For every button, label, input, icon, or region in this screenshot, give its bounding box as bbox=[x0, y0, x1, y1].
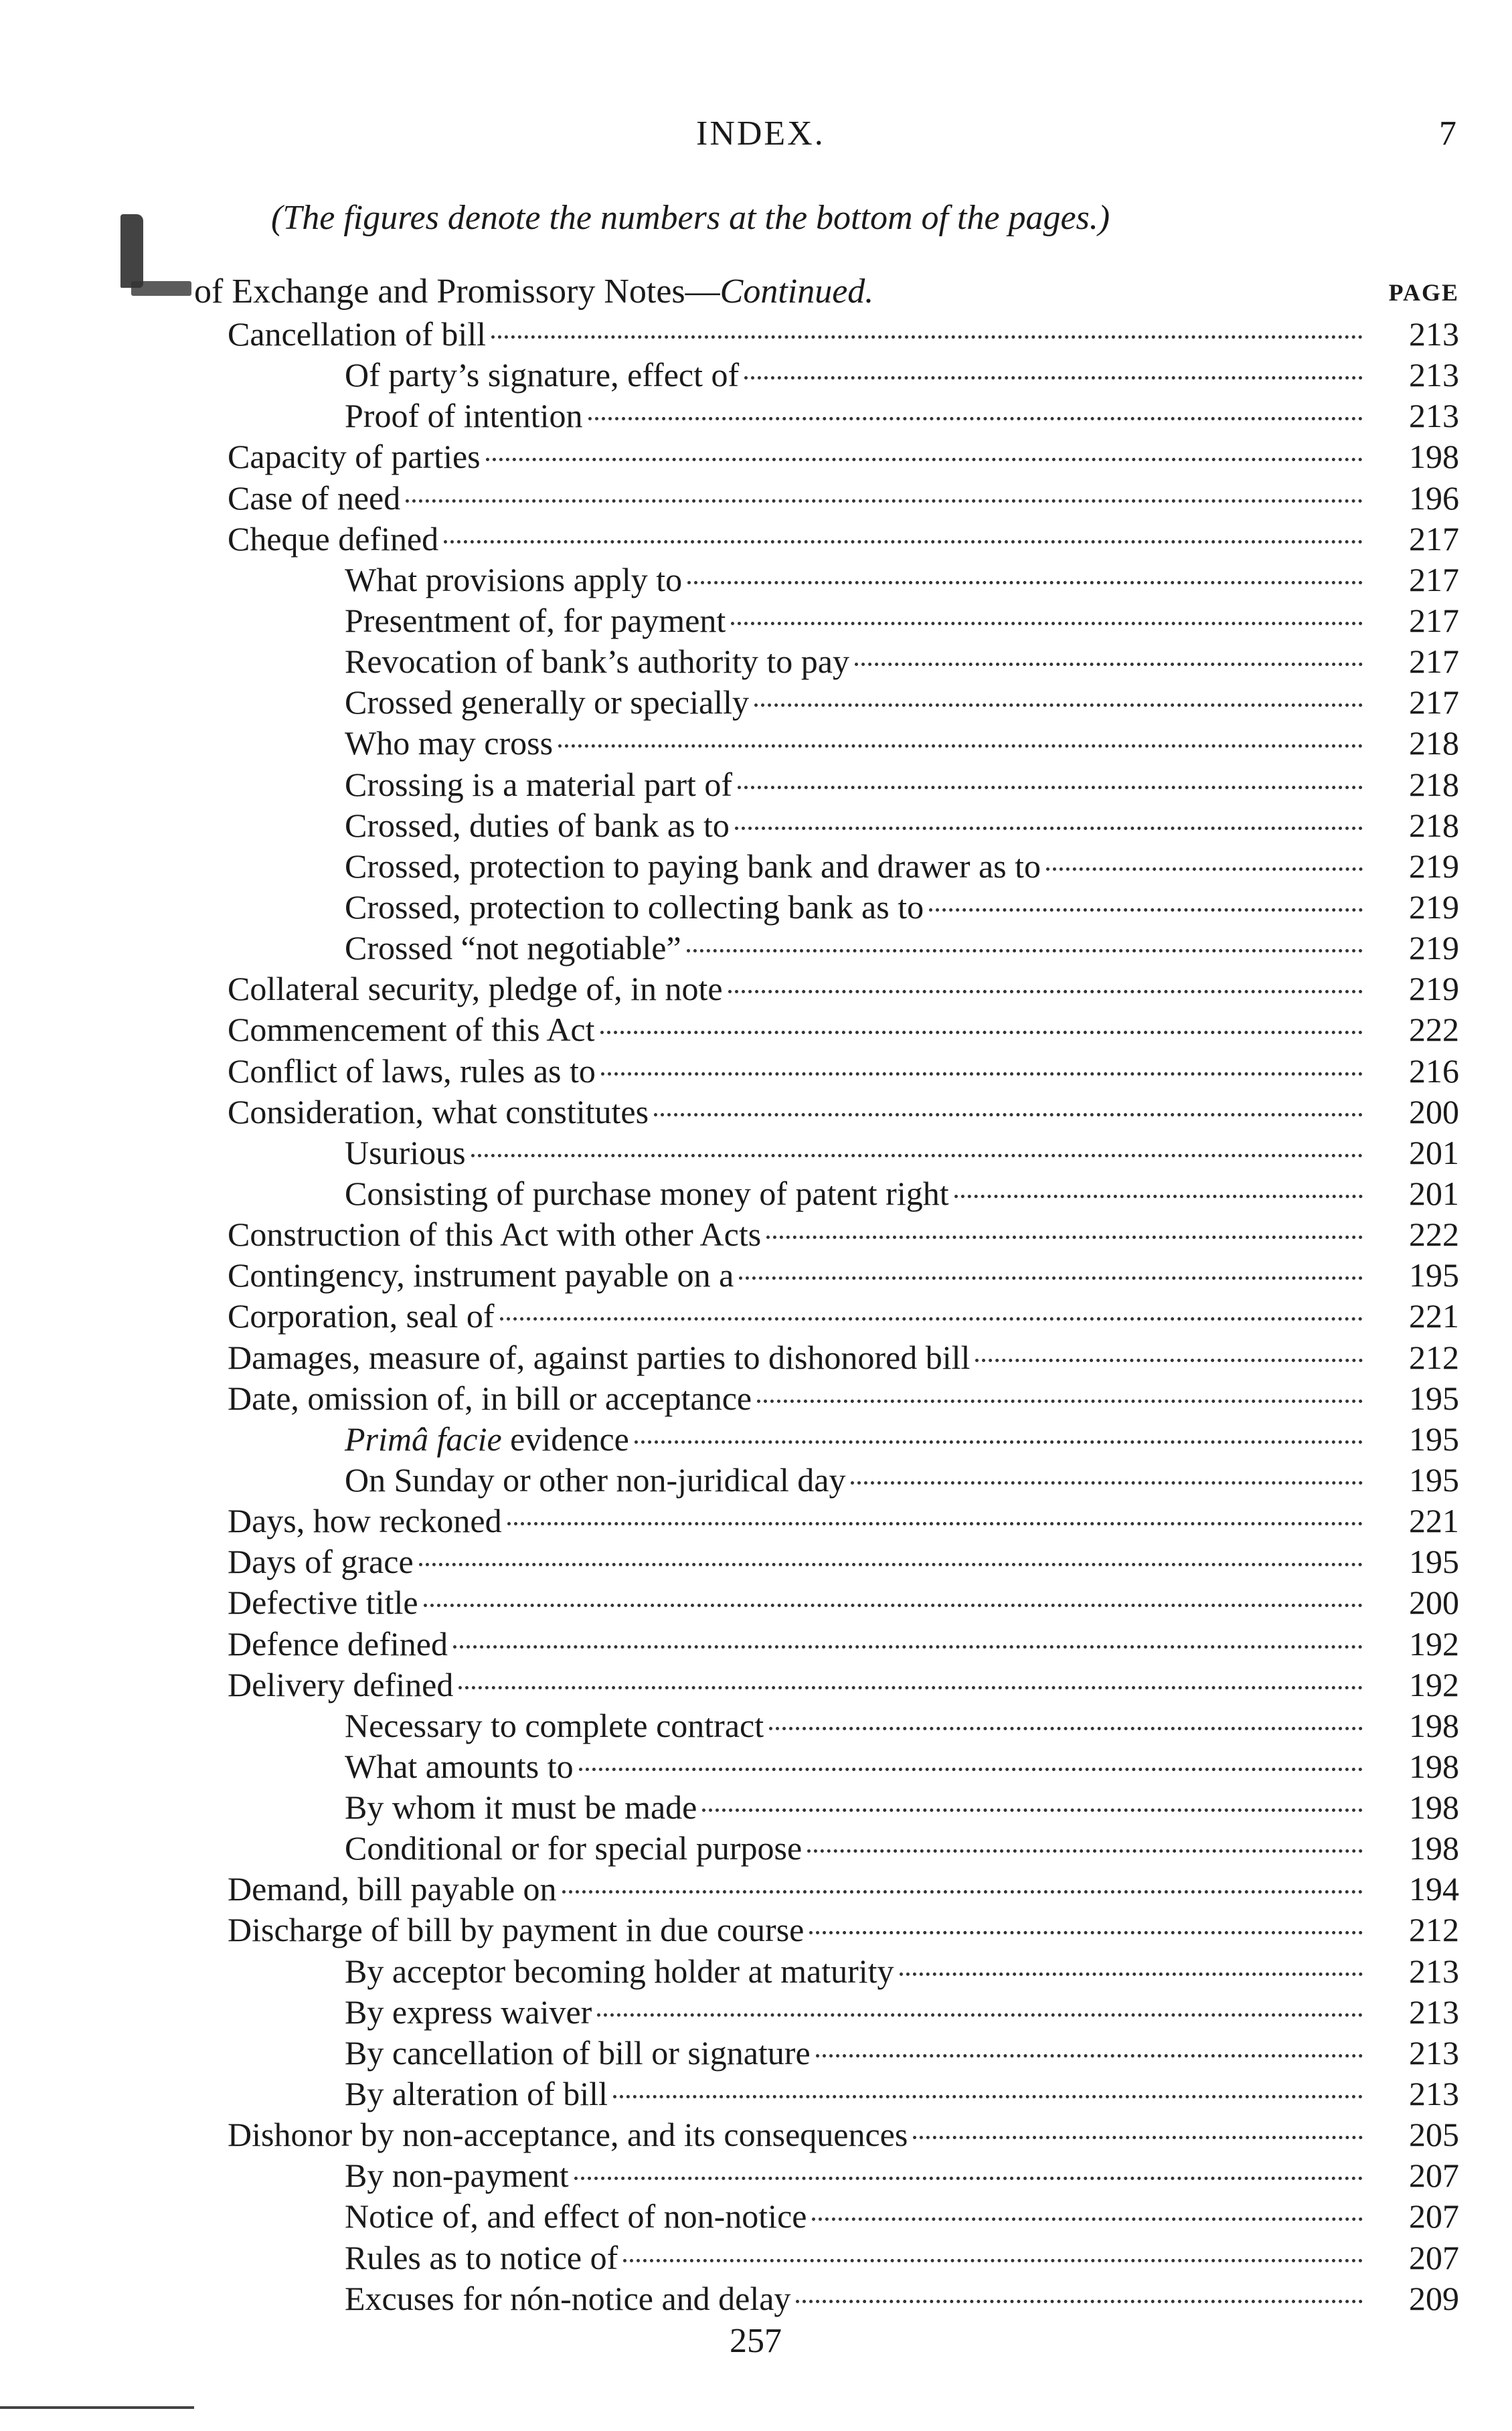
index-entry-label: Defective title bbox=[228, 1584, 418, 1622]
index-entry-label: Revocation of bank’s authority to pay bbox=[345, 643, 850, 681]
index-entry-page: 195 bbox=[1409, 1379, 1459, 1417]
index-entry-label: Days, how reckoned bbox=[228, 1502, 502, 1540]
dot-leader bbox=[1046, 867, 1363, 871]
index-entry-label: By non-payment bbox=[345, 2157, 569, 2195]
index-entry-page: 213 bbox=[1409, 2075, 1459, 2113]
dot-leader bbox=[855, 663, 1363, 666]
index-entry-page: 195 bbox=[1409, 1256, 1459, 1294]
index-entry bbox=[228, 2115, 1459, 2156]
index-entry-label: Who may cross bbox=[345, 724, 554, 762]
dot-leader bbox=[486, 458, 1363, 461]
running-head: INDEX. bbox=[696, 114, 825, 153]
index-entry-page: 198 bbox=[1409, 1747, 1459, 1785]
index-entry bbox=[228, 1788, 1459, 1829]
dot-leader bbox=[406, 499, 1363, 503]
index-entry-page: 201 bbox=[1409, 1133, 1459, 1171]
index-entry-page: 213 bbox=[1409, 397, 1459, 435]
index-entry bbox=[228, 724, 1459, 764]
index-entry-label: Notice of, and effect of non-notice bbox=[345, 2197, 807, 2236]
index-entry-label: Crossed, protection to paying bank and drawer as to bbox=[345, 847, 1041, 885]
dot-leader bbox=[738, 786, 1363, 789]
index-entry-page: 221 bbox=[1409, 1297, 1459, 1335]
index-entry bbox=[228, 355, 1459, 396]
index-entry-label: Discharge of bill by payment in due course bbox=[228, 1911, 805, 1949]
index-entry-label: Commencement of this Act bbox=[228, 1011, 595, 1049]
index-entry bbox=[228, 1829, 1459, 1869]
dot-leader bbox=[419, 1563, 1363, 1566]
index-entry-label bbox=[345, 1420, 629, 1458]
dot-leader bbox=[562, 1890, 1363, 1894]
index-entry-label: By alteration of bill bbox=[345, 2075, 608, 2113]
index-entry-page: 192 bbox=[1409, 1624, 1459, 1663]
dot-leader bbox=[900, 1973, 1363, 1976]
index-entry-page: 207 bbox=[1409, 2157, 1459, 2195]
index-entry-page: 213 bbox=[1409, 1993, 1459, 2031]
section-heading bbox=[194, 272, 1332, 311]
margin-stain-tail bbox=[131, 281, 191, 296]
index-entry bbox=[228, 2279, 1459, 2320]
index-entry bbox=[228, 1706, 1459, 1747]
index-entry-label: By express waiver bbox=[345, 1993, 592, 2031]
index-entry-page: 222 bbox=[1409, 1216, 1459, 1254]
index-entry-label: What amounts to bbox=[345, 1747, 574, 1785]
page-column-heading: PAGE bbox=[1388, 279, 1459, 306]
index-entry bbox=[228, 1256, 1459, 1296]
index-entry-italic: Primâ facie bbox=[345, 1420, 502, 1458]
index-entry-label: Defence defined bbox=[228, 1624, 448, 1663]
index-entry-label: Rules as to notice of bbox=[345, 2238, 618, 2276]
index-entry-page: 213 bbox=[1409, 356, 1459, 394]
index-entry bbox=[228, 2156, 1459, 2197]
dot-leader bbox=[601, 1072, 1363, 1076]
dot-leader bbox=[613, 2095, 1363, 2098]
index-entry-label: Crossed generally or specially bbox=[345, 683, 749, 722]
index-entry-page: 213 bbox=[1409, 315, 1459, 353]
dot-leader bbox=[809, 1931, 1363, 1934]
index-entry bbox=[228, 2197, 1459, 2238]
index-entry-page: 195 bbox=[1409, 1460, 1459, 1499]
index-entry bbox=[228, 1665, 1459, 1706]
index-entry-page: 219 bbox=[1409, 929, 1459, 967]
dot-leader bbox=[757, 1400, 1363, 1403]
dot-leader bbox=[735, 827, 1363, 830]
index-entry-page: 217 bbox=[1409, 643, 1459, 681]
dot-leader bbox=[929, 908, 1363, 912]
index-entry-page: 195 bbox=[1409, 1543, 1459, 1581]
index-entry bbox=[228, 683, 1459, 724]
index-entry bbox=[228, 847, 1459, 888]
index-entry bbox=[228, 2238, 1459, 2279]
dot-leader bbox=[728, 990, 1363, 993]
dot-leader bbox=[623, 2259, 1363, 2262]
bottom-rule bbox=[0, 2406, 194, 2409]
dot-leader bbox=[579, 1768, 1363, 1771]
index-entry-label: Collateral security, pledge of, in note bbox=[228, 970, 723, 1008]
index-entry-label: By acceptor becoming holder at maturity bbox=[345, 1952, 894, 1990]
dot-leader bbox=[600, 1031, 1363, 1034]
index-entry-page: 222 bbox=[1409, 1011, 1459, 1049]
index-entry-label: What provisions apply to bbox=[345, 560, 683, 598]
index-entry-label: Damages, measure of, against parties to dishonored bill bbox=[228, 1338, 971, 1376]
index-entry-label: By cancellation of bill or signature bbox=[345, 2033, 811, 2072]
index-entry bbox=[228, 601, 1459, 642]
dot-leader bbox=[766, 1236, 1363, 1239]
index-entry-label: Corporation, seal of bbox=[228, 1297, 495, 1335]
index-entry bbox=[228, 2074, 1459, 2115]
index-entry-page: 212 bbox=[1409, 1338, 1459, 1376]
index-entry-label: Of party’s signature, effect of bbox=[345, 356, 740, 394]
index-entry bbox=[228, 479, 1459, 519]
index-entry bbox=[228, 969, 1459, 1010]
page-number-top: 7 bbox=[1439, 114, 1456, 153]
index-entry-page: 218 bbox=[1409, 724, 1459, 762]
dot-leader bbox=[796, 2300, 1363, 2303]
index-entry-page: 213 bbox=[1409, 1952, 1459, 1990]
index-entry-page: 217 bbox=[1409, 601, 1459, 639]
index-entry-page: 198 bbox=[1409, 1829, 1459, 1867]
dot-leader bbox=[744, 376, 1363, 380]
folio-number: 257 bbox=[730, 2322, 782, 2360]
index-entry-page: 219 bbox=[1409, 847, 1459, 885]
index-entry-label: Presentment of, for payment bbox=[345, 601, 726, 639]
dot-leader bbox=[574, 2177, 1363, 2180]
index-entry-page: 213 bbox=[1409, 2033, 1459, 2072]
index-entry bbox=[228, 1910, 1459, 1951]
index-entry-page: 201 bbox=[1409, 1174, 1459, 1212]
index-entry bbox=[228, 642, 1459, 683]
dot-leader bbox=[471, 1154, 1363, 1157]
dot-leader bbox=[754, 703, 1363, 707]
index-entry-page: 200 bbox=[1409, 1584, 1459, 1622]
index-entry-page: 217 bbox=[1409, 560, 1459, 598]
index-entry bbox=[228, 1747, 1459, 1788]
index-entry bbox=[228, 1993, 1459, 2033]
index-entry bbox=[228, 1379, 1459, 1420]
index-entry-label: Cheque defined bbox=[228, 519, 439, 558]
index-entry bbox=[228, 928, 1459, 969]
index-entry bbox=[228, 888, 1459, 928]
dot-leader bbox=[453, 1645, 1363, 1649]
index-entry-page: 196 bbox=[1409, 479, 1459, 517]
index-entry bbox=[228, 1624, 1459, 1665]
index-entry-label: Crossed “not negotiable” bbox=[345, 929, 681, 967]
dot-leader bbox=[812, 2217, 1363, 2221]
index-entry-label: Case of need bbox=[228, 479, 401, 517]
index-entry bbox=[228, 560, 1459, 601]
index-entry bbox=[228, 806, 1459, 847]
dot-leader bbox=[597, 2013, 1363, 2017]
index-entry bbox=[228, 519, 1459, 560]
index-entry-page: 195 bbox=[1409, 1420, 1459, 1458]
dot-leader bbox=[807, 1849, 1363, 1853]
index-note: (The figures denote the numbers at the bottom of the pages.) bbox=[271, 199, 1110, 237]
index-entry bbox=[228, 1869, 1459, 1910]
index-entry bbox=[228, 1052, 1459, 1092]
dot-leader bbox=[687, 581, 1363, 584]
dot-leader bbox=[851, 1481, 1363, 1485]
index-entry-page: 198 bbox=[1409, 1706, 1459, 1744]
index-entry-page: 219 bbox=[1409, 888, 1459, 926]
index-entry-label: Excuses for nón-notice and delay bbox=[345, 2279, 791, 2317]
dot-leader bbox=[500, 1317, 1363, 1321]
index-entry bbox=[228, 765, 1459, 806]
dot-leader bbox=[702, 1809, 1363, 1812]
dot-leader bbox=[687, 949, 1363, 952]
index-entry bbox=[228, 1952, 1459, 1993]
dot-leader bbox=[635, 1440, 1363, 1444]
index-entry-label: Consideration, what constitutes bbox=[228, 1092, 649, 1130]
index-entry bbox=[228, 315, 1459, 355]
index-entry bbox=[228, 1296, 1459, 1337]
dot-leader bbox=[444, 540, 1363, 543]
index-entry bbox=[228, 1174, 1459, 1215]
dot-leader bbox=[816, 2054, 1363, 2058]
index-entry-label: Construction of this Act with other Acts bbox=[228, 1216, 762, 1254]
index-entry-label: By whom it must be made bbox=[345, 1788, 697, 1827]
index-entry-label: Proof of intention bbox=[345, 397, 583, 435]
index-entry-label: On Sunday or other non-juridical day bbox=[345, 1460, 846, 1499]
index-entry-label: Capacity of parties bbox=[228, 438, 481, 476]
index-entry-page: 219 bbox=[1409, 970, 1459, 1008]
index-entry-label: Days of grace bbox=[228, 1543, 414, 1581]
index-entry-label: Cancellation of bill bbox=[228, 315, 487, 353]
dot-leader bbox=[654, 1113, 1363, 1116]
index-entry bbox=[228, 437, 1459, 478]
index-entry bbox=[228, 1501, 1459, 1542]
index-entry bbox=[228, 1215, 1459, 1256]
index-entry bbox=[228, 1583, 1459, 1624]
index-entry bbox=[228, 2033, 1459, 2074]
index-entry-page: 198 bbox=[1409, 438, 1459, 476]
index-entry-page: 205 bbox=[1409, 2116, 1459, 2154]
index-entry bbox=[228, 1460, 1459, 1501]
index-entry-page: 207 bbox=[1409, 2197, 1459, 2236]
section-heading-text: of Exchange and Promissory Notes— bbox=[194, 272, 720, 311]
index-entry-page: 207 bbox=[1409, 2238, 1459, 2276]
dot-leader bbox=[507, 1522, 1363, 1525]
index-entry-text: evidence bbox=[510, 1420, 629, 1458]
index-entry-label: Delivery defined bbox=[228, 1665, 454, 1703]
index-entry-label: Crossing is a material part of bbox=[345, 765, 733, 803]
index-entry bbox=[228, 1420, 1459, 1460]
margin-stain bbox=[120, 214, 143, 288]
dot-leader bbox=[558, 744, 1363, 748]
index-entry-page: 217 bbox=[1409, 683, 1459, 722]
index-entry-page: 192 bbox=[1409, 1665, 1459, 1703]
index-entry-page: 200 bbox=[1409, 1092, 1459, 1130]
dot-leader bbox=[739, 1276, 1363, 1280]
dot-leader bbox=[731, 622, 1363, 625]
index-entry bbox=[228, 396, 1459, 437]
index-entry-page: 194 bbox=[1409, 1870, 1459, 1908]
dot-leader bbox=[769, 1727, 1363, 1730]
index-entry-page: 198 bbox=[1409, 1788, 1459, 1827]
index-entry-page: 218 bbox=[1409, 806, 1459, 844]
index-entry-page: 212 bbox=[1409, 1911, 1459, 1949]
index-entry-label: Demand, bill payable on bbox=[228, 1870, 557, 1908]
index-entry-label: Contingency, instrument payable on a bbox=[228, 1256, 734, 1294]
index-entry-list bbox=[228, 315, 1459, 2320]
dot-leader bbox=[954, 1195, 1363, 1198]
index-entry bbox=[228, 1542, 1459, 1583]
index-entry-label: Dishonor by non-acceptance, and its consequences bbox=[228, 2116, 908, 2154]
index-entry-page: 217 bbox=[1409, 519, 1459, 558]
dot-leader bbox=[975, 1359, 1363, 1362]
index-entry bbox=[228, 1010, 1459, 1051]
index-entry bbox=[228, 1092, 1459, 1133]
index-entry-page: 209 bbox=[1409, 2279, 1459, 2317]
index-entry-page: 216 bbox=[1409, 1052, 1459, 1090]
section-heading-continued: Continued. bbox=[720, 272, 874, 311]
index-entry-label: Conflict of laws, rules as to bbox=[228, 1052, 596, 1090]
dot-leader bbox=[424, 1604, 1363, 1607]
index-entry-label: Crossed, duties of bank as to bbox=[345, 806, 730, 844]
index-entry-label: Necessary to complete contract bbox=[345, 1706, 764, 1744]
dot-leader bbox=[913, 2136, 1363, 2139]
index-entry bbox=[228, 1338, 1459, 1379]
index-entry-label: Crossed, protection to collecting bank as to bbox=[345, 888, 924, 926]
index-entry-page: 221 bbox=[1409, 1502, 1459, 1540]
index-entry-label: Usurious bbox=[345, 1133, 466, 1171]
index-entry-label: Date, omission of, in bill or acceptance bbox=[228, 1379, 752, 1417]
index-entry bbox=[228, 1133, 1459, 1174]
index-entry-label: Conditional or for special purpose bbox=[345, 1829, 803, 1867]
index-entry-label: Consisting of purchase money of patent right bbox=[345, 1174, 949, 1212]
dot-leader bbox=[458, 1686, 1363, 1689]
index-entry-page: 218 bbox=[1409, 765, 1459, 803]
dot-leader bbox=[588, 417, 1363, 420]
dot-leader bbox=[491, 335, 1363, 339]
